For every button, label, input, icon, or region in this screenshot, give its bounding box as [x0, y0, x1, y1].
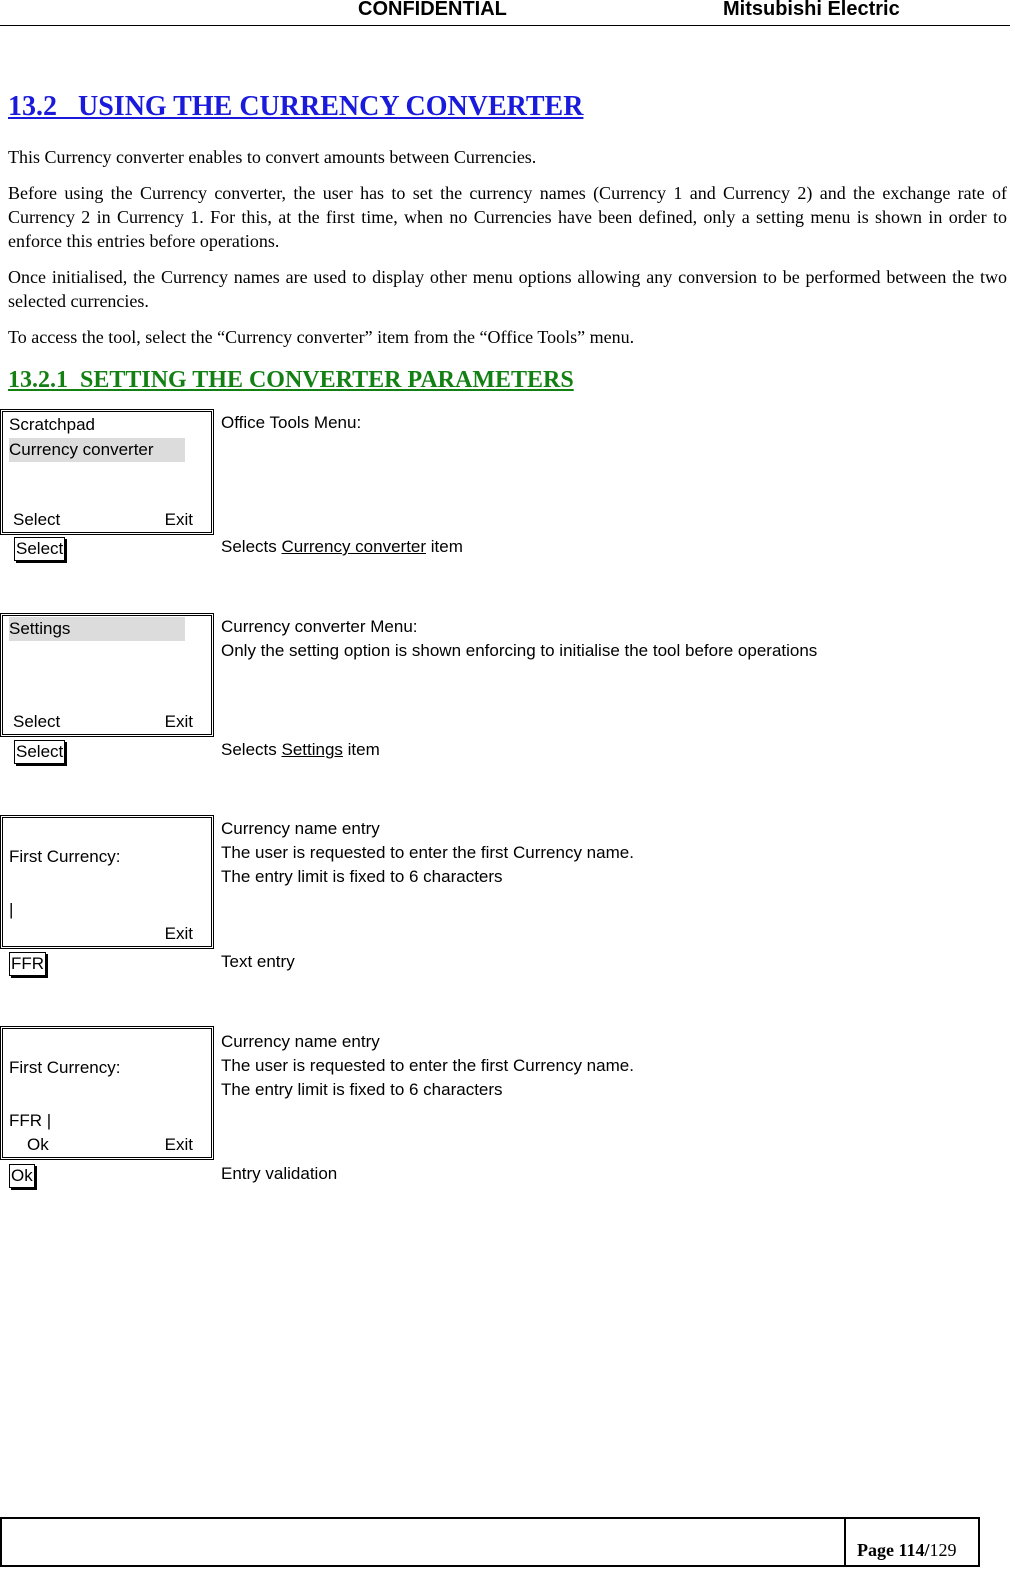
softkey-ok: Ok — [27, 1135, 49, 1154]
page-number: Page 114/129 — [857, 1540, 957, 1560]
step2-description-line1: Currency converter Menu: — [221, 617, 418, 636]
step4-description-line3: The entry limit is fixed to 6 characters — [221, 1080, 503, 1099]
section-heading — [8, 91, 583, 123]
text-entry-field: | — [9, 900, 14, 919]
phone-screen-currency-menu — [0, 613, 214, 737]
step4-description-line2: The user is requested to enter the first Currency name. — [221, 1056, 634, 1075]
paragraph-initialised: Once initialised, the Currency names are used to display other menu options allowing any conversion to be performed between the two selected currencies. — [8, 267, 1007, 311]
subsection-heading — [8, 367, 574, 394]
softkey-exit: Exit — [164, 510, 193, 529]
step3-description-line1: Currency name entry — [221, 819, 380, 838]
softkey-exit: Exit — [164, 1135, 193, 1154]
paragraph-access: To access the tool, select the “Currency converter” item from the “Office Tools” menu. — [8, 327, 635, 347]
step4-action: Entry validation — [221, 1164, 338, 1183]
footer-divider — [844, 1517, 846, 1567]
company-name: Mitsubishi Electric — [723, 0, 900, 20]
text-entry-field: FFR | — [9, 1111, 52, 1130]
softkey-exit: Exit — [164, 924, 193, 943]
footer-box — [0, 1517, 980, 1567]
softkey-select: Select — [13, 712, 61, 731]
paragraph-setup: Before using the Currency converter, the user has to set the currency names (Currency 1 and Currency 2) and the exchange rate of Currency 2 in Currency 1. For this, at the first time, when no Currencies have been defined, only a setting menu is shown in order to enforce this entries before operations. — [8, 183, 1007, 251]
key-ok: Ok — [9, 1164, 35, 1188]
prompt-first-currency: First Currency: — [9, 1058, 121, 1077]
phone-screen-currency-entry-empty — [0, 815, 214, 949]
step2-action: Selects Settings item — [221, 740, 380, 759]
step4-description-line1: Currency name entry — [221, 1032, 380, 1051]
menu-item-scratchpad: Scratchpad — [9, 415, 95, 434]
section-number: 13.2 — [8, 91, 57, 122]
step2-description-line2: Only the setting option is shown enforcing to initialise the tool before operations — [221, 641, 818, 660]
step3-description-line2: The user is requested to enter the first Currency name. — [221, 843, 634, 862]
step3-description-line3: The entry limit is fixed to 6 characters — [221, 867, 503, 886]
subsection-title: SETTING THE CONVERTER PARAMETERS — [80, 367, 574, 393]
step1-description: Office Tools Menu: — [221, 413, 362, 432]
step3-action: Text entry — [221, 952, 295, 971]
prompt-first-currency: First Currency: — [9, 847, 121, 866]
menu-item-currency-converter: Currency converter — [9, 438, 185, 462]
paragraph-intro: This Currency converter enables to convert amounts between Currencies. — [8, 147, 537, 167]
key-ffr: FFR — [9, 952, 46, 976]
confidential-label: CONFIDENTIAL — [358, 0, 507, 20]
softkey-exit: Exit — [164, 712, 193, 731]
subsection-number: 13.2.1 — [8, 367, 68, 393]
menu-item-settings: Settings — [9, 617, 185, 641]
softkey-select: Select — [13, 510, 61, 529]
section-title: USING THE CURRENCY CONVERTER — [78, 91, 584, 122]
phone-screen-currency-entry-filled — [0, 1026, 214, 1160]
header-divider — [0, 25, 1010, 26]
phone-screen-office-tools — [0, 409, 214, 535]
step1-action: Selects Currency converter item — [221, 537, 463, 556]
key-select: Select — [14, 740, 65, 764]
key-select: Select — [14, 537, 65, 561]
